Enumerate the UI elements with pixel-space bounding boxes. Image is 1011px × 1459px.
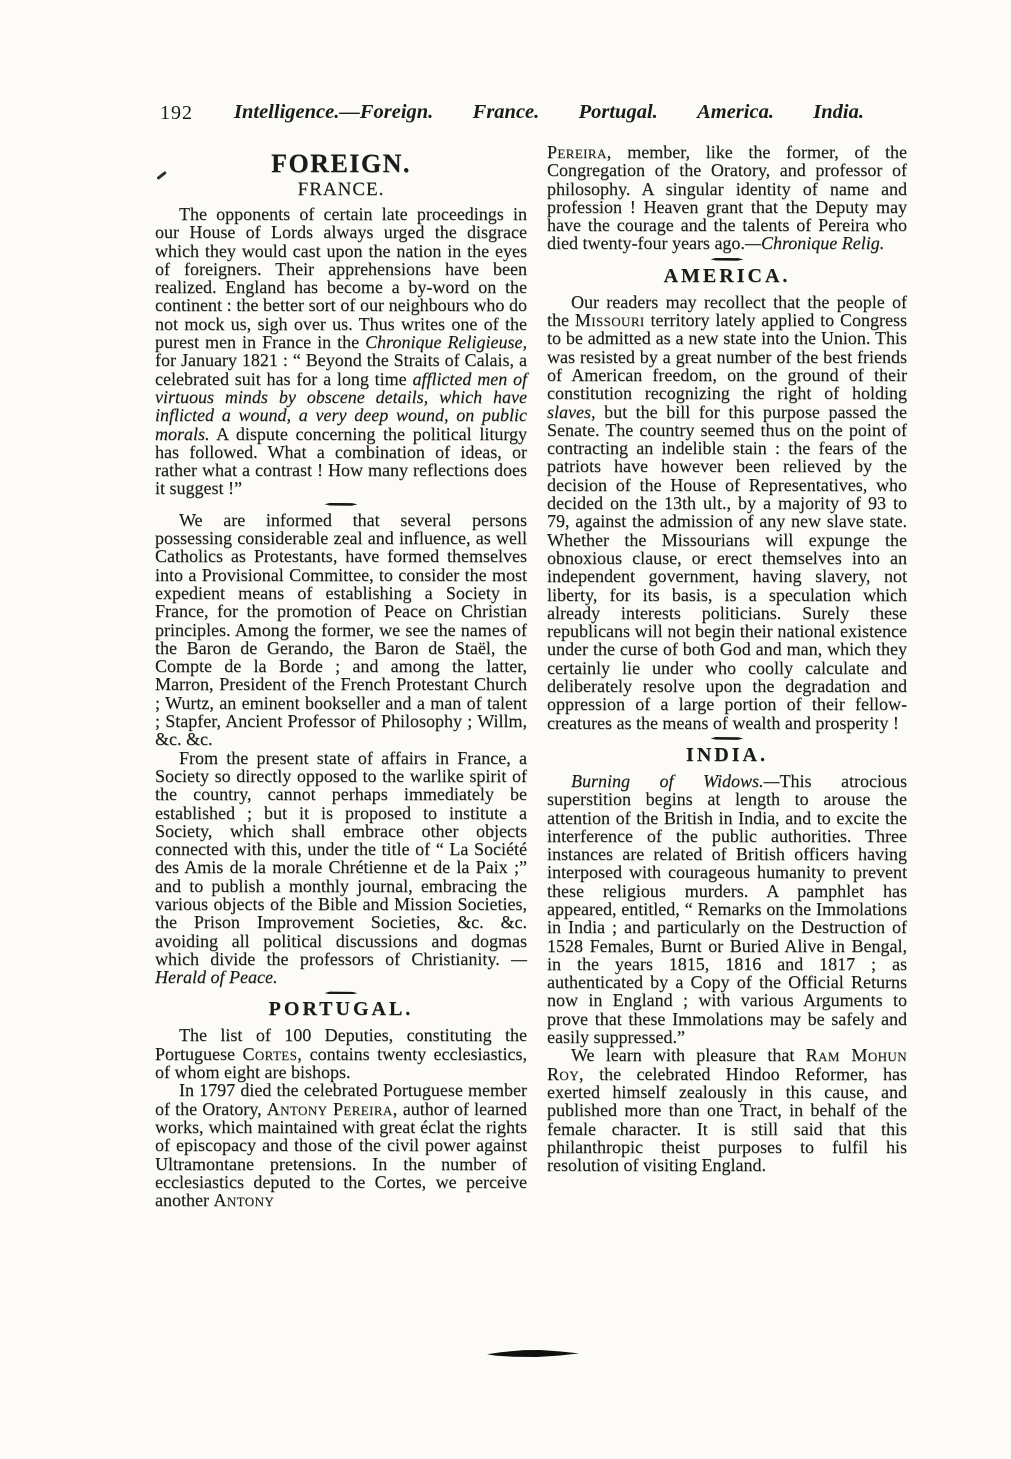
text-run: The list of 100 Deputies, constituting the Portuguese bbox=[155, 1025, 527, 1064]
running-title-part: America. bbox=[697, 101, 774, 123]
paragraph-france-2 bbox=[155, 511, 527, 749]
running-title-part: Intelligence.—Foreign. bbox=[234, 101, 434, 123]
section-heading-portugal: PORTUGAL. bbox=[268, 998, 414, 1021]
left-column bbox=[155, 150, 527, 1209]
section-divider-rule bbox=[325, 503, 358, 506]
text-run: From the present state of affairs in France, a Society so directly opposed to the warlike spirit of the country, cannot perhaps immediately be established ; but it is proposed to institute a Society, which shall embrace other objects connected with this, under the title of “ La Société des Amis de la morale Chrétienne et de la Paix ;” and to publish a monthly journal, embracing the various objects of the Bible and Mission Societies, the Prison Improvement Societies, &c. &c. avoiding all political discussions and dogmas which divide the professors of Christianity. bbox=[155, 747, 527, 969]
paragraph-france-3 bbox=[155, 749, 527, 987]
section-heading-india: INDIA. bbox=[686, 743, 768, 766]
text-run-italic: —Chronique Relig. bbox=[744, 233, 885, 254]
section-heading-america: AMERICA. bbox=[663, 264, 791, 287]
text-run-italic: Burning of Widows.— bbox=[571, 770, 780, 791]
running-title-part: Portugal. bbox=[578, 101, 658, 123]
text-run: member, like the former, of the Congregation of the Oratory, and professor of philosophy. A singular identity of name and profession ! Heaven grant that the Deputy may have the courage and the talents of Pereira who died twenty-four years ago. bbox=[547, 142, 907, 254]
text-run: We are informed that several persons possessing considerable zeal and influence, as well Catholics as Protestants, have formed themselves into a Provisional Committee, to consider the most expedient means of establishing a Society in France, for the promotion of Peace on Christian principles. Among the former, we see the names of the Baron de Gerando, the Baron de Staël, the Compte de la Borde ; and among the latter, Marron, President of the French Protestant Church ; Wurtz, an eminent bookseller and a man of talent ; Stapfer, Ancient Professor of Philosophy ; Willm, &c. &c. bbox=[155, 509, 527, 750]
section-heading-france: FRANCE. bbox=[297, 179, 385, 200]
text-run: This atrocious superstition begins at length to arouse the attention of the British in India, and to excite the interference of the public authorities. Three instances are related of British officers having interposed with courageous humanity to prevent these religious murders. A pamphlet has appeared, entitled, “ Remarks on the Immolations in India ; and particularly on the Destruction of 1528 Females, Burnt or Buried Alive in Bengal, in the years 1815, 1816 and 1817 ; as authenticated by a Copy of the Official Returns now in England ; with various Arguments to prove that these Immolations may be safely and easily suppressed.” bbox=[547, 770, 907, 1048]
section-divider-rule bbox=[711, 258, 744, 261]
text-run-smallcaps: Pereira, bbox=[547, 142, 612, 162]
paragraph-portugal-2 bbox=[155, 1081, 527, 1209]
section-divider-rule bbox=[325, 991, 358, 994]
text-run-italic: Chronique Religieuse, bbox=[365, 332, 527, 353]
text-run: We learn with pleasure that bbox=[571, 1045, 806, 1066]
text-run: the celebrated Hindoo Reformer, has exerted himself zealously in this cause, and published more than one Tract, in behalf of the female character. It is still said that this philanthropic theist purposes to fulfil his resolution of visiting England. bbox=[547, 1063, 907, 1176]
text-run: author of learned works, which maintained with great éclat the rights of episcopacy and those of the civil power against Ultramontane pretensions. In the number of ecclesiastics deputed to the Cortes, we perceive another bbox=[155, 1098, 527, 1211]
text-run: contains twenty ecclesiastics, of whom eight are bishops. bbox=[155, 1043, 527, 1083]
text-run-smallcaps: Missouri bbox=[574, 310, 645, 331]
section-divider-rule bbox=[711, 737, 744, 740]
text-run: for January 1821 : “ Beyond the Straits of Calais, a celebrated suit has for a long time bbox=[155, 350, 527, 389]
text-run: In 1797 died the celebrated Portuguese member of the Oratory, bbox=[155, 1080, 527, 1119]
text-run: Our readers may recollect that the people of the bbox=[547, 291, 907, 331]
paragraph-portugal-1 bbox=[155, 1026, 527, 1081]
page-number: 192 bbox=[160, 102, 193, 124]
running-title-part: India. bbox=[813, 101, 864, 123]
text-run: The opponents of certain late proceedings in our House of Lords always urged the disgrace which they would cast upon the nation in the eyes of foreigners. Their apprehensions have been realized. England has become a by-word on the continent : the better sort of our neighbours who do not mock us, sigh over us. Thus writes one of the purest men in France in the bbox=[155, 204, 527, 353]
text-run-italic: slaves, bbox=[547, 401, 596, 422]
text-run-smallcaps: Cortes, bbox=[242, 1043, 303, 1064]
paragraph-india-1 bbox=[547, 772, 907, 1046]
section-heading-foreign: FOREIGN. bbox=[271, 149, 411, 178]
text-run-smallcaps: Antony bbox=[213, 1190, 275, 1211]
text-run-italic: —Herald of Peace. bbox=[155, 948, 527, 988]
paragraph-india-2 bbox=[547, 1046, 907, 1174]
paragraph-portugal-continued bbox=[547, 143, 907, 253]
paragraph-france-1 bbox=[155, 205, 527, 498]
paragraph-america-1 bbox=[547, 293, 907, 732]
text-run-italic: afflicted men of virtuous minds by obscene details, which have inflicted a wound, a very deep wound, on public morals. bbox=[155, 368, 527, 444]
text-run: but the bill for this purpose passed the Senate. The country seemed thus on the point of contracting an indelible stain : the fears of the patriots have however been relieved by the decision of the House of Representatives, who decided on the 13th ult., by a majority of 93 to 79, against the admission of any new slave state. Whether the Missourians will expunge the obnoxious clause, or erect themselves into an independent government, having slavery, not liberty, for its basis, is a speculation which already interests politicians. Surely these republicans will not begin their national existence under the curse of both God and man, which they certainly lie under who coolly calculate and deliberately resolve upon the degradation and oppression of a large portion of their fellow-creatures as the means of wealth and prosperity ! bbox=[547, 401, 907, 733]
end-of-article-swelled-rule bbox=[487, 1350, 579, 1357]
text-run: A dispute concerning the political liturgy has followed. What a combination of ideas, or rather what a contrast ! How many reflections does it suggest !” bbox=[155, 423, 527, 499]
running-title bbox=[234, 101, 864, 123]
text-run: territory lately applied to Congress to be admitted as a new state into the Union. This was resisted by a great number of the best friends of American freedom, on the ground of their constitution recognizing the right of holding bbox=[547, 310, 907, 404]
running-title-part: France. bbox=[472, 101, 540, 123]
right-column bbox=[547, 143, 907, 1174]
text-run-smallcaps: Ram Mohun Roy, bbox=[547, 1045, 907, 1084]
text-run-smallcaps: Antony Pereira, bbox=[266, 1098, 398, 1119]
